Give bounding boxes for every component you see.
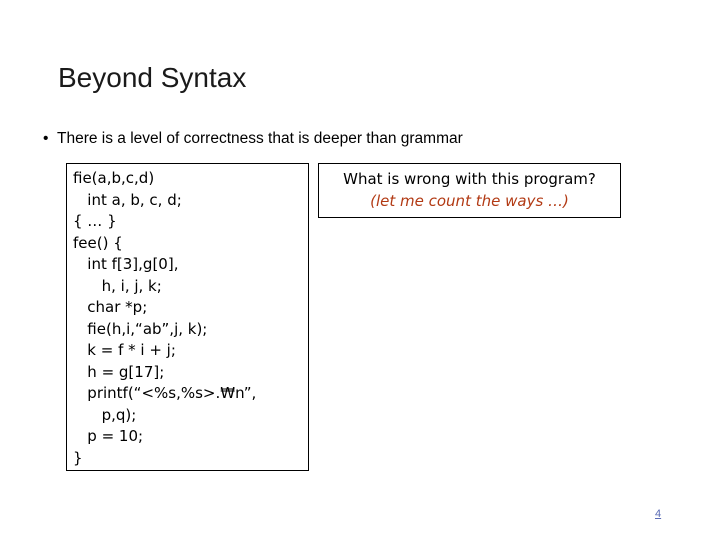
code-line: int a, b, c, d; — [73, 190, 182, 209]
question-box — [318, 163, 621, 218]
slide-title: Beyond Syntax — [58, 62, 247, 93]
page-number[interactable]: 4 — [655, 508, 662, 520]
code-line: p = 10; — [73, 427, 144, 445]
code-line: printf(“<%s,%s>.₩n”, — [73, 384, 257, 402]
code-line: fee() { — [73, 233, 123, 252]
code-line: p,q); — [73, 405, 137, 424]
code-line: int f[3],g[0], — [73, 255, 179, 273]
question-aside-text: (let me count the ways …) — [370, 192, 569, 210]
bullet-item — [43, 130, 463, 148]
code-line: fie(h,i,“ab”,j, k); — [73, 319, 208, 338]
code-line: char *p; — [73, 298, 148, 316]
code-line: k = f * i + j; — [73, 341, 176, 359]
code-line: h = g[17]; — [73, 362, 165, 381]
code-line: h, i, j, k; — [73, 276, 162, 295]
bullet-text: There is a level of correctness that is deeper than grammar — [57, 130, 463, 147]
bullet-marker: • — [43, 130, 49, 147]
code-line: fie(a,b,c,d) — [73, 169, 155, 187]
question-text: What is wrong with this program? — [343, 170, 596, 188]
code-line: } — [73, 448, 83, 467]
code-line: { … } — [73, 212, 117, 230]
code-box — [66, 163, 309, 471]
